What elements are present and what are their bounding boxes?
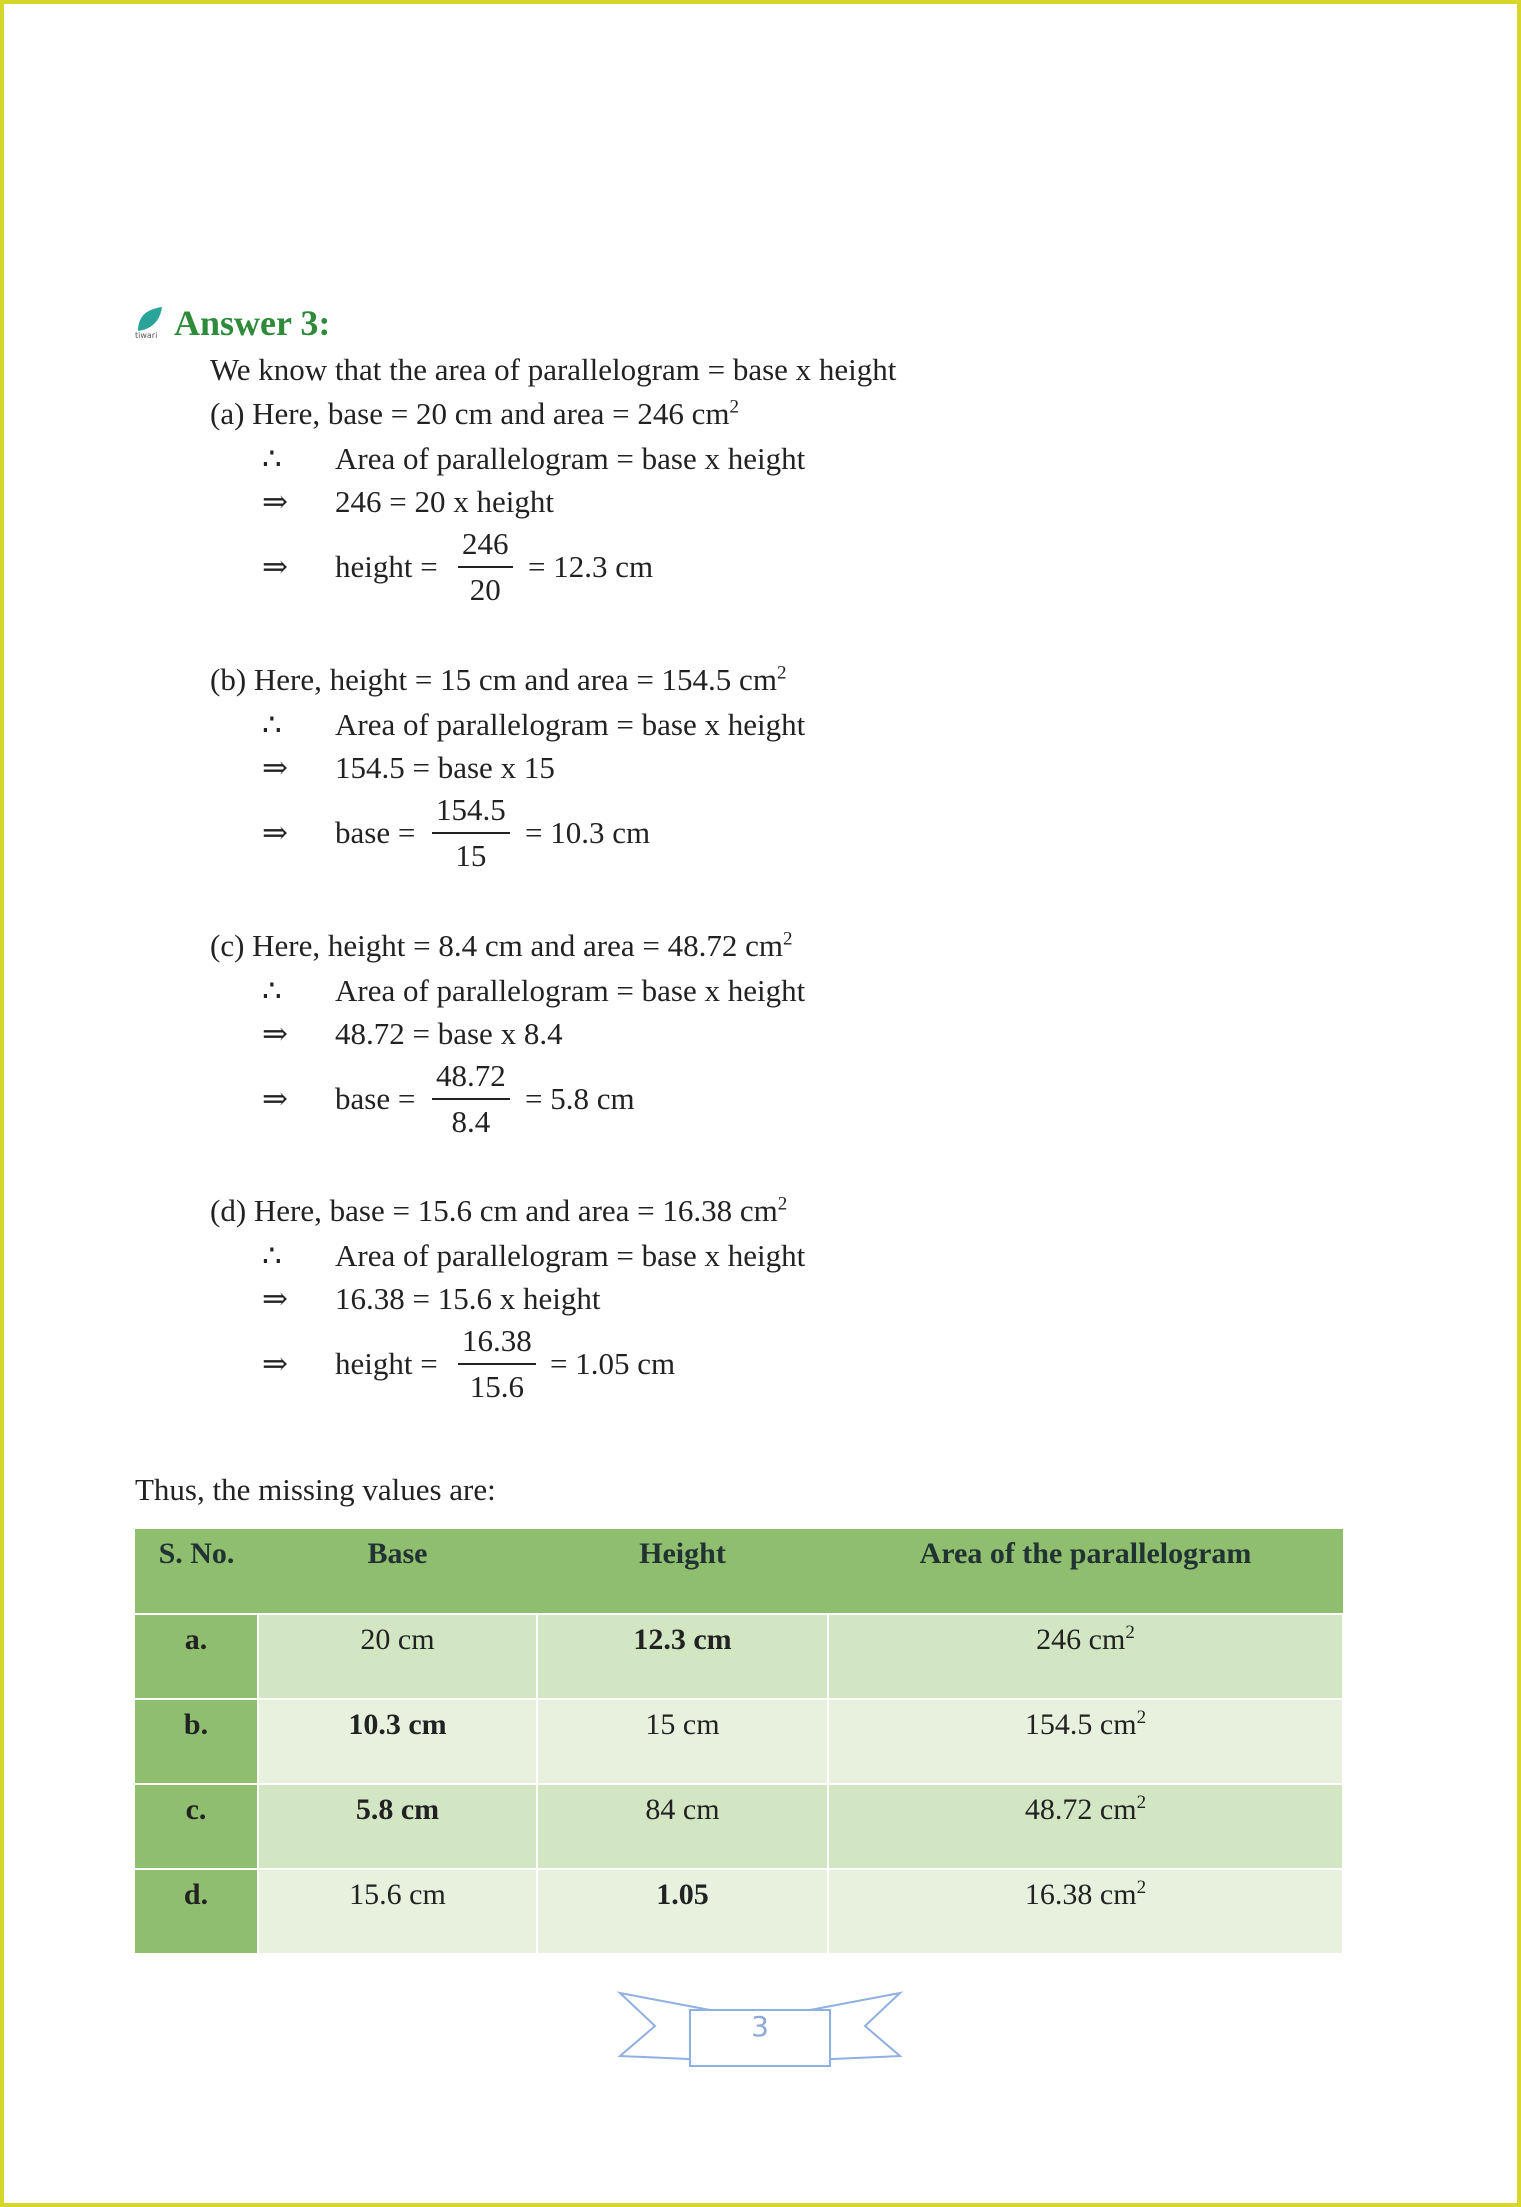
area-value: 154.5 cm: [1024, 1708, 1137, 1741]
intro-text: We know that the area of parallelogram = base x height: [210, 352, 897, 387]
page-number: 3: [751, 2010, 769, 2043]
cell-area: [828, 1614, 1343, 1699]
given-text: (a) Here, base = 20 cm and area = 246 cm: [210, 396, 730, 431]
formula-line: Area of parallelogram = base x height: [335, 973, 806, 1008]
result-rhs: = 5.8 cm: [525, 1081, 635, 1116]
implies-symbol: ⇒: [262, 1346, 288, 1381]
part-given: [210, 396, 739, 432]
implies-symbol: ⇒: [262, 815, 288, 850]
result-rhs: = 12.3 cm: [528, 549, 654, 584]
cell-base: 15.6 cm: [258, 1869, 537, 1954]
superscript: 2: [1136, 1707, 1147, 1728]
formula-line: Area of parallelogram = base x height: [335, 441, 806, 476]
cell-sno: d.: [135, 1869, 258, 1954]
missing-values-table: [135, 1529, 1344, 1955]
header-height: Height: [537, 1529, 828, 1614]
given-text: (c) Here, height = 8.4 cm and area = 48.72 cm: [210, 928, 783, 963]
cell-area: [828, 1784, 1343, 1869]
svg-text:tiwari: tiwari: [135, 331, 158, 339]
part-given: [210, 662, 786, 698]
superscript: 2: [1136, 1792, 1147, 1813]
table-row: [135, 1869, 1343, 1954]
cell-height: 84 cm: [537, 1784, 828, 1869]
result-rhs: = 1.05 cm: [550, 1346, 676, 1381]
table-row: [135, 1784, 1343, 1869]
table-row: [135, 1699, 1343, 1784]
formula-line: Area of parallelogram = base x height: [335, 1238, 806, 1273]
part-given: [210, 1193, 787, 1229]
superscript: 2: [1136, 1877, 1147, 1898]
result-lhs: base =: [335, 815, 416, 850]
numerator: 16.38: [458, 1323, 536, 1365]
cell-sno: b.: [135, 1699, 258, 1784]
given-text: (d) Here, base = 15.6 cm and area = 16.38 cm: [210, 1193, 778, 1228]
conclusion-text: Thus, the missing values are:: [135, 1472, 496, 1507]
formula-line: Area of parallelogram = base x height: [335, 707, 806, 742]
cell-sno: c.: [135, 1784, 258, 1869]
table-header-row: [135, 1529, 1343, 1614]
cell-height: 12.3 cm: [537, 1614, 828, 1699]
table-row: [135, 1614, 1343, 1699]
fraction: [432, 1058, 510, 1140]
area-value: 246 cm: [1036, 1623, 1126, 1656]
fraction: [458, 1323, 536, 1405]
numerator: 48.72: [432, 1058, 510, 1100]
denominator: 15: [455, 838, 487, 873]
superscript: 2: [729, 396, 740, 418]
substitution-line: 246 = 20 x height: [335, 484, 554, 519]
result-lhs: base =: [335, 1081, 416, 1116]
given-text: (b) Here, height = 15 cm and area = 154.5 cm: [210, 662, 777, 697]
fraction: [432, 792, 510, 874]
cell-sno: a.: [135, 1614, 258, 1699]
superscript: 2: [777, 1193, 788, 1215]
therefore-symbol: ∴: [262, 707, 282, 742]
implies-symbol: ⇒: [262, 750, 288, 785]
cell-base: 5.8 cm: [258, 1784, 537, 1869]
denominator: 8.4: [451, 1104, 491, 1139]
therefore-symbol: ∴: [262, 1238, 282, 1273]
superscript: 2: [1125, 1622, 1135, 1643]
result-lhs: height =: [335, 1346, 438, 1381]
therefore-symbol: ∴: [262, 441, 282, 476]
substitution-line: 154.5 = base x 15: [335, 750, 555, 785]
cell-area: [828, 1699, 1343, 1784]
numerator: 154.5: [432, 792, 510, 834]
substitution-line: 16.38 = 15.6 x height: [335, 1281, 601, 1316]
superscript: 2: [782, 928, 793, 950]
implies-symbol: ⇒: [262, 549, 288, 584]
numerator: 246: [458, 526, 513, 568]
header-base: Base: [258, 1529, 537, 1614]
implies-symbol: ⇒: [262, 1016, 288, 1051]
cell-height: 1.05: [537, 1869, 828, 1954]
cell-base: 20 cm: [258, 1614, 537, 1699]
part-given: [210, 928, 792, 964]
fraction: [458, 526, 513, 608]
implies-symbol: ⇒: [262, 1281, 288, 1316]
answer-heading: Answer 3:: [174, 303, 331, 343]
implies-symbol: ⇒: [262, 1081, 288, 1116]
therefore-symbol: ∴: [262, 973, 282, 1008]
area-value: 16.38 cm: [1024, 1878, 1137, 1911]
header-sno: S. No.: [135, 1529, 258, 1614]
result-rhs: = 10.3 cm: [525, 815, 651, 850]
denominator: 15.6: [469, 1369, 524, 1404]
substitution-line: 48.72 = base x 8.4: [335, 1016, 563, 1051]
superscript: 2: [776, 662, 787, 684]
tiwari-logo-icon: [134, 305, 164, 339]
implies-symbol: ⇒: [262, 484, 288, 519]
denominator: 20: [469, 572, 501, 607]
cell-base: 10.3 cm: [258, 1699, 537, 1784]
result-lhs: height =: [335, 549, 438, 584]
area-value: 48.72 cm: [1024, 1793, 1137, 1826]
cell-height: 15 cm: [537, 1699, 828, 1784]
cell-area: [828, 1869, 1343, 1954]
header-area: Area of the parallelogram: [828, 1529, 1343, 1614]
